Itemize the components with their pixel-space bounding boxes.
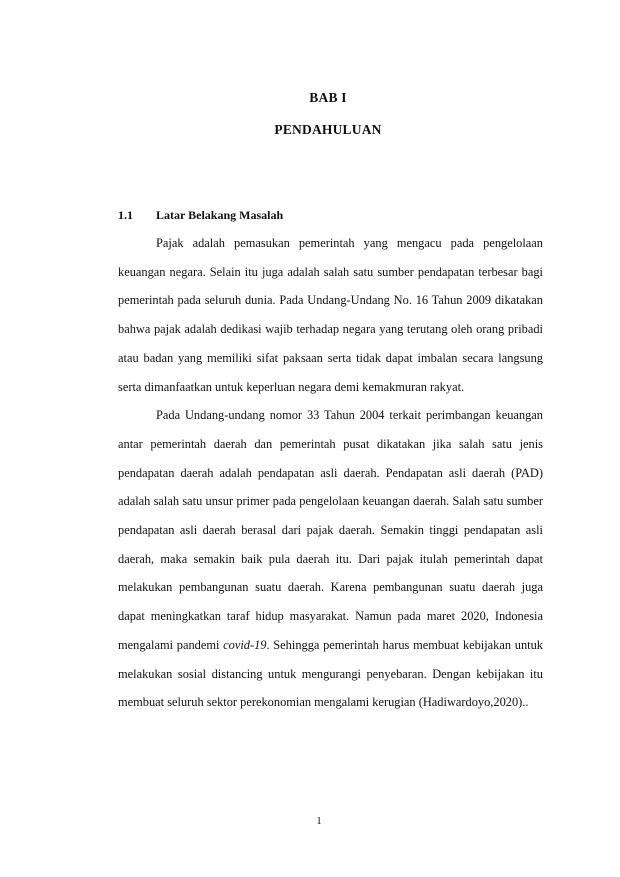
emphasized-term: covid-19 <box>223 637 267 652</box>
section-heading <box>118 208 283 223</box>
paragraph <box>118 401 543 717</box>
page-number: 1 <box>316 815 322 827</box>
chapter-label: BAB I <box>309 90 347 105</box>
section-number: 1.1 <box>118 208 133 222</box>
paragraph-text: Pada Undang-undang nomor 33 Tahun 2004 terkait perimbangan keuangan antar pemerintah daerah dan pemerintah pusat dikatakan jika salah satu jenis pendapatan daerah adalah pendapatan asli daerah. Pendapatan asli daerah (PAD) adalah salah satu unsur primer pada pengelolaan keuangan daerah. Salah satu sumber pendapatan asli daerah berasal dari pajak daerah. Semakin tinggi pendapatan asli daerah, maka semakin baik pula daerah itu. Dari pajak itulah pemerintah dapat melakukan pembangunan suatu daerah. Karena pembangunan suatu daerah juga dapat meningkatkan taraf hidup masyarakat. Namun pada maret 2020, Indonesia mengalami pandemi <box>118 408 543 652</box>
section-title: Latar Belakang Masalah <box>156 208 284 222</box>
body-text <box>118 229 543 717</box>
paragraph: Pajak adalah pemasukan pemerintah yang mengacu pada pengelolaan keuangan negara. Selain itu juga adalah salah satu sumber pendapatan terbesar bagi pemerintah pada seluruh dunia. Pada Undang-Undang No. 16 Tahun 2009 dikatakan bahwa pajak adalah dedikasi wajib terhadap negara yang terutang oleh orang pribadi atau badan yang memiliki sifat paksaan serta tidak dapat imbalan secara langsung serta dimanfaatkan untuk keperluan negara demi kemakmuran rakyat. <box>118 236 543 394</box>
paragraph-text: . Sehingga pemerintah harus membuat kebijakan untuk melakukan sosial distancing untuk mengurangi penyebaran. Dengan kebijakan itu membuat seluruh sektor perekonomian mengalami kerugian (Hadiwardoyo,2020).. <box>118 637 543 710</box>
chapter-title: PENDAHULUAN <box>274 122 382 137</box>
